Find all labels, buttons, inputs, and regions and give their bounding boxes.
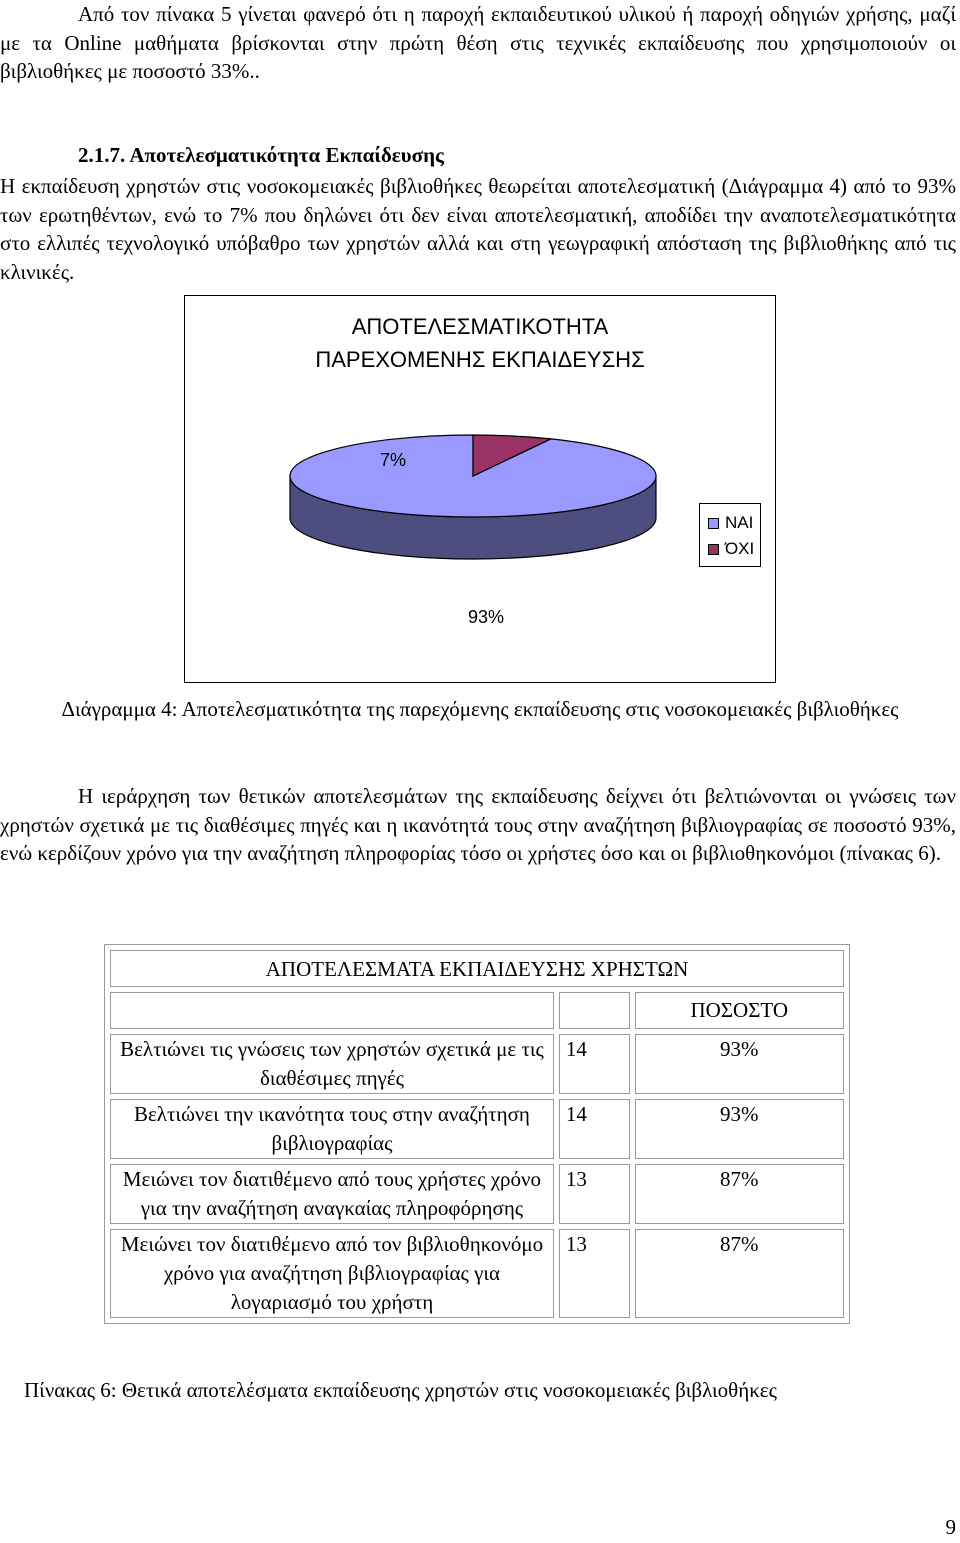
chart-legend [699,503,761,567]
table-header-row [110,992,844,1029]
row-count: 13 [559,1229,630,1318]
value-label-yes: 93% [468,607,505,627]
table-row [110,1034,844,1094]
row-desc: Βελτιώνει την ικανότητα τους στην αναζήτηση βιβλιογραφίας [110,1099,554,1159]
legend-swatch-yes [708,518,719,529]
table-title: ΑΠΟΤΕΛΕΣΜΑΤΑ ΕΚΠΑΙΔΕΥΣΗΣ ΧΡΗΣΤΩΝ [110,950,844,987]
table-title-row [110,950,844,987]
row-desc: Βελτιώνει τις γνώσεις των χρηστών σχετικά με τις διαθέσιμες πηγές [110,1034,554,1094]
table-caption: Πίνακας 6: Θετικά αποτελέσματα εκπαίδευσης χρηστών στις νοσοκομειακές βιβλιοθήκες [24,1378,777,1402]
row-percent: 87% [635,1229,844,1318]
header-count-cell [559,992,630,1029]
row-percent: 87% [635,1164,844,1224]
row-percent: 93% [635,1099,844,1159]
row-percent: 93% [635,1034,844,1094]
pie-svg [185,296,775,682]
legend-swatch-no [708,544,719,555]
legend-item-no [708,538,754,560]
legend-item-yes [708,512,753,534]
row-desc: Μειώνει τον διατιθέμενο από τον βιβλιοθηκονόμο χρόνο για αναζήτηση βιβλιογραφίας για λογαριασμό του χρήστη [110,1229,554,1318]
results-table [104,944,850,1324]
row-count: 13 [559,1164,630,1224]
pie-chart [184,295,776,683]
value-label-no: 7% [380,450,407,470]
section-heading: 2.1.7. Αποτελεσματικότητα Εκπαίδευσης [78,143,444,167]
header-desc-cell [110,992,554,1029]
table-row [110,1229,844,1318]
figure-caption: Διάγραμμα 4: Αποτελεσματικότητα της παρεχόμενης εκπαίδευσης στις νοσοκομειακές βιβλιοθήκες [61,697,899,721]
hierarchy-paragraph: Η ιεράρχηση των θετικών αποτελεσμάτων της εκπαίδευσης δείχνει ότι βελτιώνονται οι γνώσεις των χρηστών σχετικά με τις διαθέσιμες πηγές και η ικανότητά τους στην αναζήτηση βιβλιογραφίας σε ποσοστό 93%, ενώ κερδίζουν χρόνο για την αναζήτηση πληροφορίας τόσο οι χρήστες όσο και οι βιβλιοθηκονόμοι (πίνακας 6). [0,784,956,865]
chart-title-line-2: ΠΑΡΕΧΟΜΕΝΗΣ ΕΚΠΑΙΔΕΥΣΗΣ [315,347,645,372]
intro-paragraph: Από τον πίνακα 5 γίνεται φανερό ότι η παροχή εκπαιδευτικού υλικού ή παροχή οδηγιών χρήσης, μαζί με τα Online μαθήματα βρίσκονται στην πρώτη θέση στις τεχνικές εκπαίδευσης που χρησιμοποιούν οι βιβλιοθήκες με ποσοστό 33%.. [0,2,956,83]
row-desc: Μειώνει τον διατιθέμενο από τους χρήστες χρόνο για την αναζήτηση αναγκαίας πληροφόρησης [110,1164,554,1224]
page-number: 9 [945,1515,956,1539]
row-count: 14 [559,1099,630,1159]
legend-label-yes: ΝΑΙ [725,513,754,532]
header-percent: ΠΟΣΟΣΤΟ [635,992,844,1029]
legend-label-no: ΌΧΙ [725,539,755,558]
effectiveness-paragraph: Η εκπαίδευση χρηστών στις νοσοκομειακές βιβλιοθήκες θεωρείται αποτελεσματική (Διάγραμμα 4) από το 93% των ερωτηθέντων, ενώ το 7% που δηλώνει ότι δεν είναι αποτελεσματική, αποδίδει την αναποτελεσματικότητα στο ελλιπές τεχνολογικό υπόβαθρο των χρηστών αλλά και στη γεωγραφική απόσταση της βιβλιοθήκης από τις κλινικές. [0,174,956,284]
chart-title-line-1: ΑΠΟΤΕΛΕΣΜΑΤΙΚΟΤΗΤΑ [351,314,609,339]
table-row [110,1099,844,1159]
row-count: 14 [559,1034,630,1094]
table-row [110,1164,844,1224]
